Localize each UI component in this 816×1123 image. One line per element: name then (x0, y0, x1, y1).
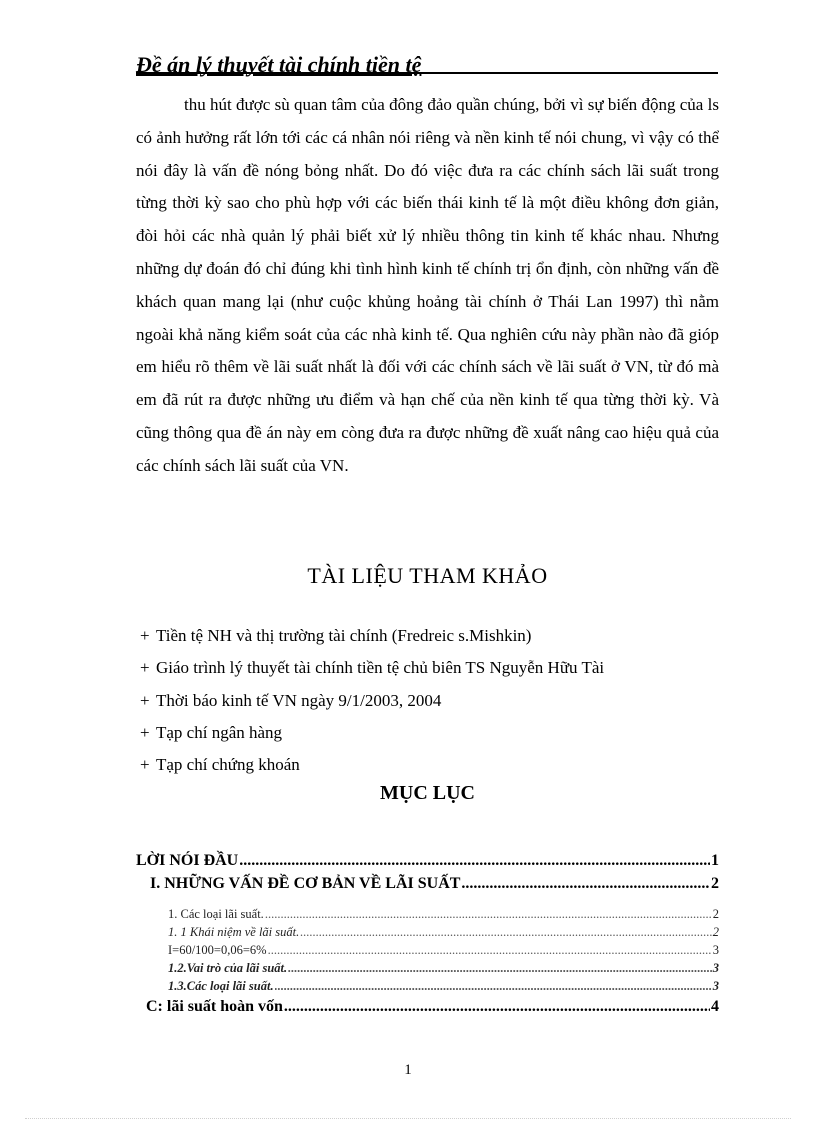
toc-entry-label: C: lãi suất hoàn vốn (146, 998, 283, 1015)
plus-bullet-icon: + (140, 690, 150, 710)
toc-entry-label: 1.3.Các loại lãi suất. (168, 979, 274, 993)
toc-entry-page: 2 (712, 925, 719, 939)
reference-item: + Tạp chí ngân hàng (140, 717, 720, 749)
toc-entry[interactable] (150, 875, 719, 893)
reference-item: + Tiền tệ NH và thị trường tài chính (Fredreic s.Mishkin) (140, 620, 720, 652)
toc-entry[interactable] (168, 907, 719, 922)
toc-entry-page: 3 (712, 943, 719, 957)
references-heading: TÀI LIỆU THAM KHẢO (307, 563, 548, 588)
page-number: 1 (404, 1062, 412, 1078)
toc-entry-label: 1.2.Vai trò của lãi suất. (168, 961, 288, 975)
toc-entry-label: I. NHỮNG VẤN ĐỀ CƠ BẢN VỀ LÃI SUẤT (150, 875, 461, 892)
plus-bullet-icon: + (140, 658, 150, 678)
document-header-title: Đề án lý thuyết tài chính tiền tệ (136, 52, 422, 77)
toc-entry[interactable] (168, 961, 719, 976)
toc-entry[interactable] (146, 998, 719, 1016)
toc-entry-label: 1. Các loại lãi suất. (168, 907, 264, 921)
plus-bullet-icon: + (140, 722, 150, 742)
toc-entry-page: 2 (711, 875, 719, 892)
reference-item: + Giáo trình lý thuyết tài chính tiền tệ chủ biên TS Nguyễn Hữu Tài (140, 652, 720, 684)
toc-entry-label: LỜI NÓI ĐẦU (136, 852, 239, 869)
reference-item: + Thời báo kinh tế VN ngày 9/1/2003, 2004 (140, 685, 720, 717)
toc-entry[interactable] (168, 979, 719, 994)
references-list (140, 620, 720, 781)
toc-entry-page: 2 (712, 907, 719, 921)
body-paragraph: thu hút được sù quan tâm của đông đảo quần chúng, bởi vì sự biến động của ls có ảnh hưởng rất lớn tới các cá nhân nói riêng và nền kinh tế nói chung, vì vậy có thể nói đây là vấn đề nóng bỏng nhất. Do đó việc đưa ra các chính sách lãi suất trong từng thời kỳ sao cho phù hợp với các biến thái kinh tế là một điều không đơn giản, đòi hỏi các nhà quản lý phải biết xử lý nhiều thông tin kinh tế khác nhau. Nhưng những dự đoán đó chỉ đúng khi tình hình kinh tế chính trị ổn định, còn những vấn đề khách quan mang lại (như cuộc khủng hoảng tài chính ở Thái Lan 1997) thì nằm ngoài khả năng kiểm soát của các nhà kinh tế. Qua nghiên cứu này phần nào đã gióp em hiểu rõ thêm về lãi suất nhất là đối với các chính sách về lãi suất ở VN, từ đó mà em đã rút ra được những ưu điểm và hạn chế của nền kinh tế qua từng thời kỳ. Và cũng thông qua đề án này em còng đưa ra được những đề xuất nâng cao hiệu quả của các chính sách lãi suất của VN. (136, 95, 719, 475)
plus-bullet-icon: + (140, 626, 150, 645)
reference-item: + Tạp chí chứng khoán (140, 749, 720, 781)
toc-entry-label: 1. 1 Khái niệm về lãi suất. (168, 925, 300, 939)
toc-entry-page: 1 (711, 852, 719, 869)
page-bottom-edge (25, 1118, 791, 1119)
toc-entry-page: 3 (712, 979, 719, 993)
toc-entry-page: 4 (711, 998, 719, 1015)
toc-entry-page: 3 (712, 961, 719, 975)
toc-entry[interactable] (136, 852, 719, 870)
toc-heading: MỤC LỤC (380, 782, 475, 804)
toc-entry[interactable] (168, 943, 719, 958)
plus-bullet-icon: + (140, 755, 150, 775)
toc-entry-label: I=60/100=0,06=6% (168, 943, 267, 957)
toc-entry[interactable] (168, 925, 719, 940)
header-underline-rule (136, 72, 718, 74)
